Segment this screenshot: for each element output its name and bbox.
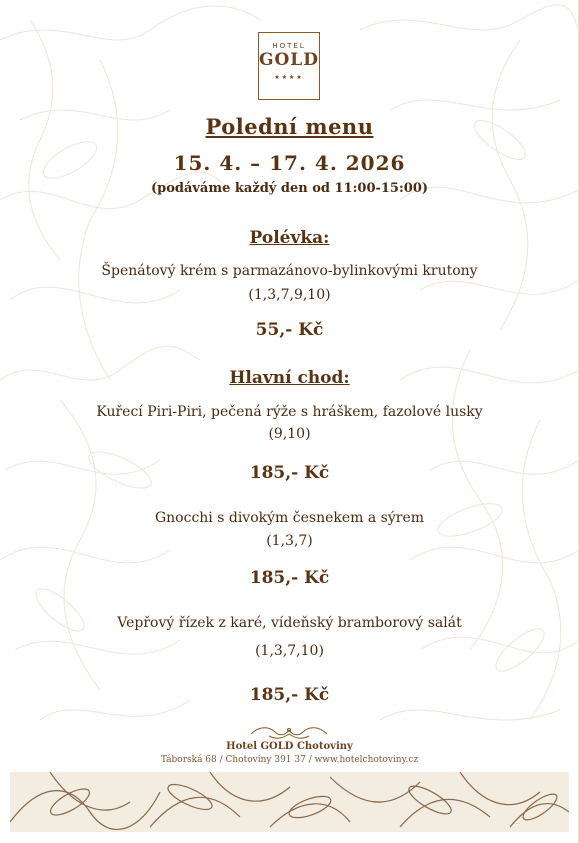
footer-address: Táborská 68 / Chotoviny 391 37 / www.hotelchotoviny.cz	[160, 755, 419, 765]
main-item-3-price: 185,- Kč	[249, 685, 330, 705]
page-title: Polední menu	[205, 114, 374, 139]
soup-name: Špenátový krém s parmazánovo-bylinkovými krutony	[101, 263, 478, 279]
main-item-1-price: 185,- Kč	[249, 463, 330, 483]
menu-dates: 15. 4. – 17. 4. 2026	[173, 151, 406, 175]
soup-heading: Polévka:	[249, 228, 330, 248]
decorative-leaf-band	[10, 772, 569, 832]
footer-ornament	[249, 724, 329, 740]
soup-allergens: (1,3,7,9,10)	[248, 287, 331, 303]
soup-price: 55,- Kč	[255, 320, 324, 340]
main-course-heading: Hlavní chod:	[229, 368, 350, 388]
hotel-gold-logo	[258, 32, 320, 100]
logo-gold-text: GOLD	[258, 50, 320, 70]
main-item-2-name: Gnocchi s divokým česnekem a sýrem	[154, 510, 425, 526]
main-item-3-name: Vepřový řízek z karé, vídeňský bramborový salát	[117, 615, 462, 631]
main-item-2-allergens: (1,3,7)	[266, 533, 313, 549]
leaf-band-pattern	[10, 772, 569, 832]
serving-hours: (podáváme každý den od 11:00-15:00)	[150, 181, 429, 196]
logo-stars: ★★★★	[274, 74, 304, 81]
logo-hotel-text: HOTEL	[272, 42, 306, 50]
main-item-1-name: Kuřecí Piri-Piri, pečená rýže s hráškem, fazolové lusky	[96, 404, 483, 420]
main-item-2-price: 185,- Kč	[249, 568, 330, 588]
main-item-3-allergens: (1,3,7,10)	[255, 643, 324, 659]
footer-hotel-name: Hotel GOLD Chotoviny	[226, 741, 353, 752]
main-item-1-allergens: (9,10)	[268, 426, 311, 442]
